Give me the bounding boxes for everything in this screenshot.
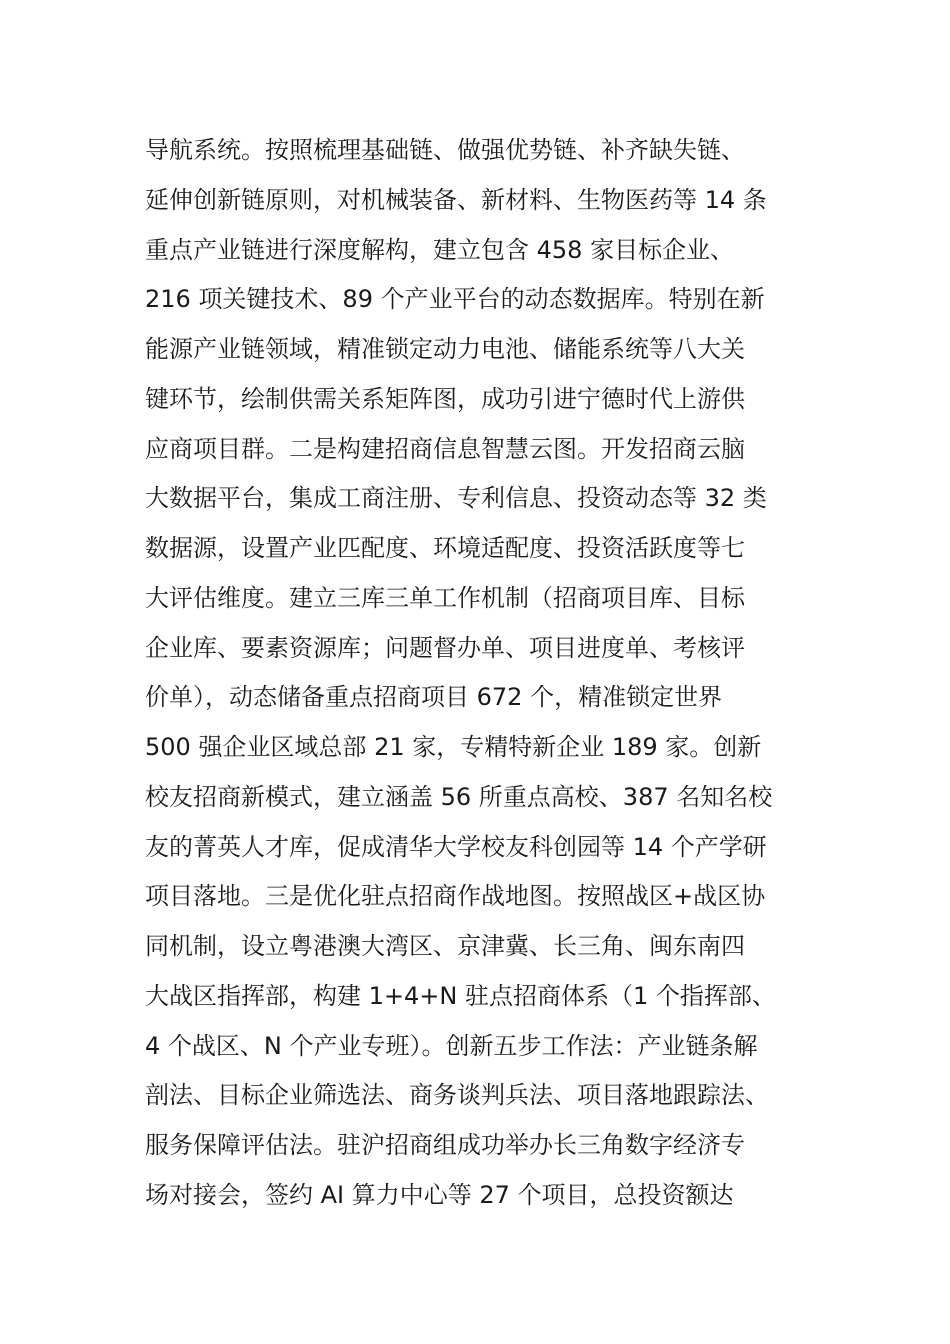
text-line: 大战区指挥部，构建 1+4+N 驻点招商体系（1 个指挥部、 (145, 981, 776, 1010)
text-line: 校友招商新模式，建立涵盖 56 所重点高校、387 名知名校 (145, 782, 773, 811)
text-line: 同机制，设立粤港澳大湾区、京津冀、长三角、闽东南四 (145, 932, 745, 960)
text-line: 延伸创新链原则，对机械装备、新材料、生物医药等 14 条 (145, 185, 767, 214)
text-line: 能源产业链领域，精准锁定动力电池、储能系统等八大关 (145, 335, 745, 363)
text-line: 大评估维度。建立三库三单工作机制（招商项目库、目标 (145, 583, 745, 612)
text-line: 价单），动态储备重点招商项目 672 个，精准锁定世界 (145, 683, 723, 712)
text-line: 项目落地。三是优化驻点招商作战地图。按照战区+战区协 (145, 882, 766, 911)
text-line: 键环节，绘制供需关系矩阵图，成功引进宁德时代上游供 (145, 384, 745, 413)
text-line: 重点产业链进行深度解构，建立包含 458 家目标企业、 (145, 235, 735, 264)
text-line: 数据源，设置产业匹配度、环境适配度、投资活跃度等七 (145, 534, 745, 562)
text-line: 友的菁英人才库，促成清华大学校友科创园等 14 个产学研 (145, 832, 767, 861)
text-line: 导航系统。按照梳理基础链、做强优势链、补齐缺失链、 (145, 136, 745, 164)
text-line: 企业库、要素资源库；问题督办单、项目进度单、考核评 (145, 633, 745, 662)
text-line: 500 强企业区域总部 21 家，专精特新企业 189 家。创新 (145, 733, 762, 761)
text-line: 场对接会，签约 AI 算力中心等 27 个项目，总投资额达 (145, 1180, 734, 1209)
text-line: 应商项目群。二是构建招商信息智慧云图。开发招商云脑 (145, 434, 745, 463)
text-line: 大数据平台，集成工商注册、专利信息、投资动态等 32 类 (145, 484, 767, 513)
text-line: 服务保障评估法。驻沪招商组成功举办长三角数字经济专 (145, 1131, 745, 1159)
text-line: 216 项关键技术、89 个产业平台的动态数据库。特别在新 (145, 285, 765, 314)
text-line: 剖法、目标企业筛选法、商务谈判兵法、项目落地跟踪法、 (145, 1081, 769, 1110)
text-line: 4 个战区、N 个产业专班）。创新五步工作法：产业链条解 (145, 1031, 758, 1060)
body-paragraph (145, 126, 815, 1221)
